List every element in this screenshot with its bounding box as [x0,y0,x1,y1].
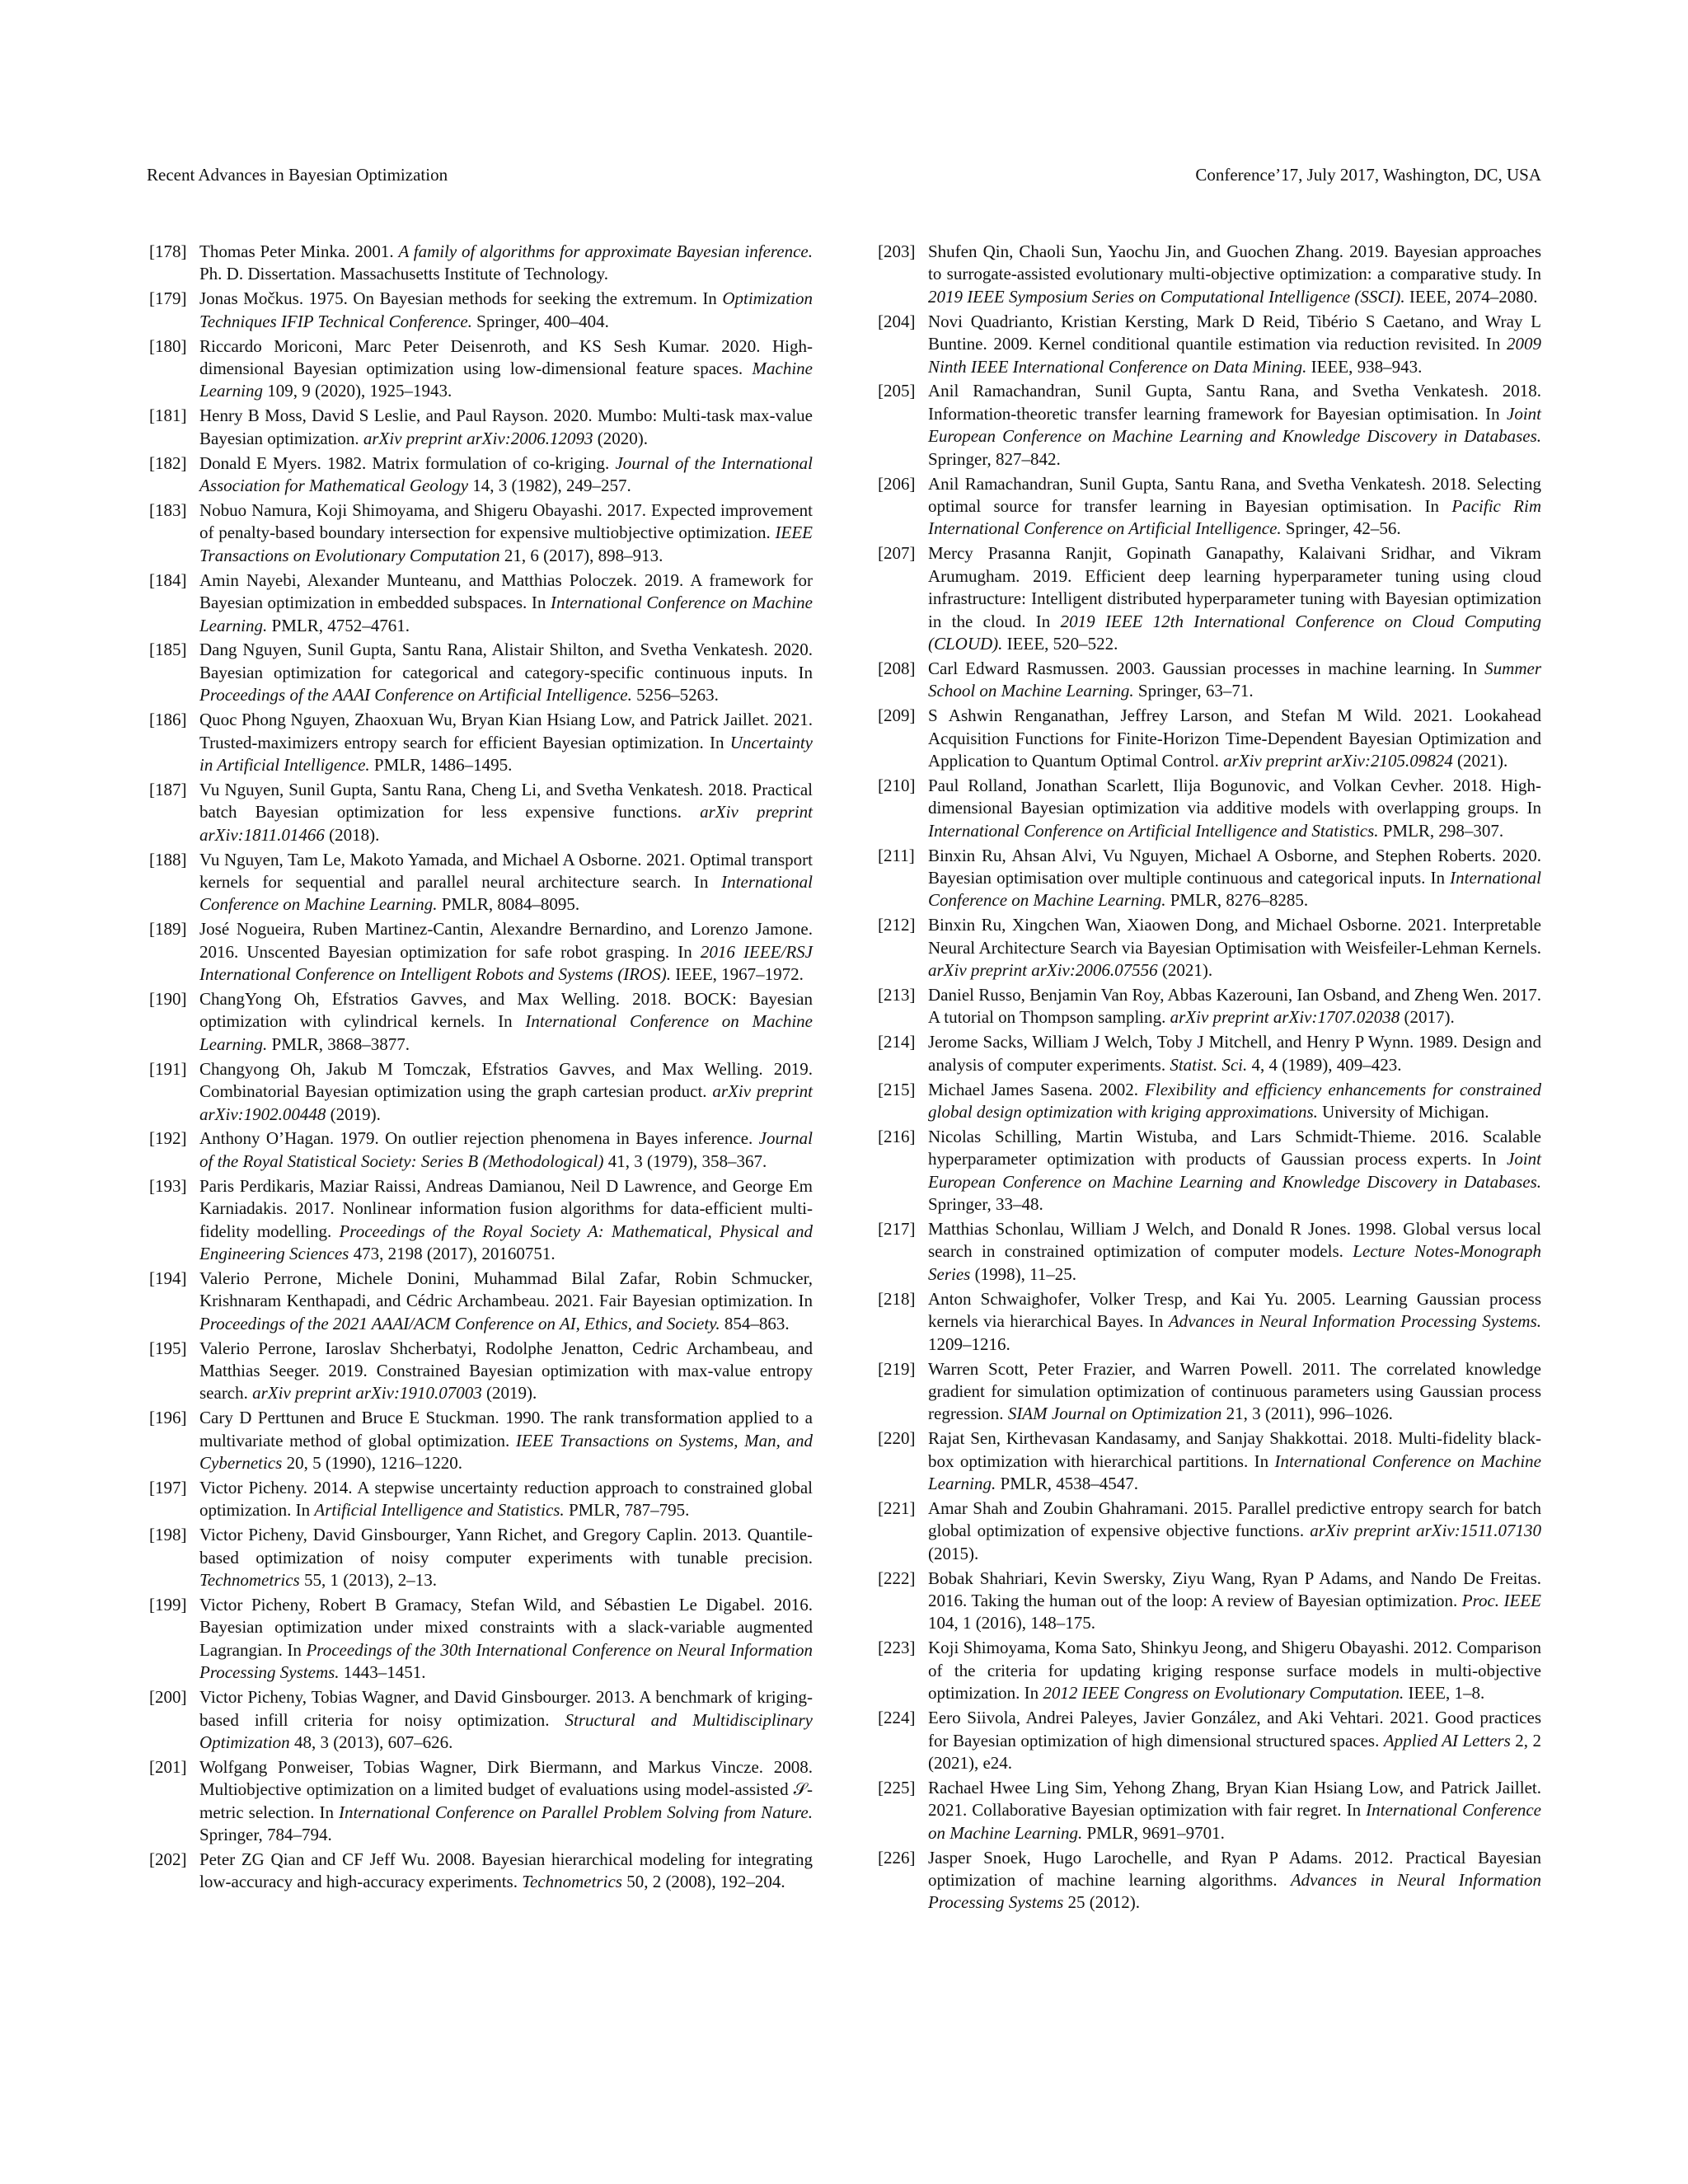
reference-authors-title: Jasper Snoek, Hugo Larochelle, and Ryan P Adams. 2012. Practical Bayesian optimization of machine learning algorithms. [928,1847,1541,1890]
reference-item [875,1568,1541,1635]
reference-details: (2015). [928,1543,979,1563]
reference-item [147,1058,813,1126]
reference-authors-title: Changyong Oh, Jakub M Tomczak, Efstratios Gavves, and Max Welling. 2019. Combinatorial Bayesian optimization using the graph cartesian product. [199,1058,813,1102]
reference-details: 2, 2 (2021), e24. [928,1730,1541,1773]
reference-venue: arXiv preprint arXiv:1811.01466 [199,802,813,845]
reference-item [875,775,1541,842]
reference-venue: arXiv preprint arXiv:2105.09824 [1223,750,1453,771]
reference-details: 1443–1451. [339,1662,426,1683]
reference-item [147,1268,813,1335]
reference-details: PMLR, 8276–8285. [1165,890,1309,911]
reference-venue: International Conference on Machine Learning. [928,867,1541,911]
reference-venue: 2019 IEEE Symposium Series on Computational Intelligence (SSCI). [928,286,1405,307]
reference-number: [219] [878,1358,916,1379]
reference-item [875,984,1541,1029]
reference-number: [194] [149,1268,187,1288]
reference-venue: Lecture Notes-Monograph Series [928,1241,1541,1284]
reference-item [147,569,813,637]
reference-number: [193] [149,1175,187,1196]
reference-authors-title: Paul Rolland, Jonathan Scarlett, Ilija Bogunovic, and Volkan Cevher. 2018. High-dimensional Bayesian optimization via additive models with overlapping groups. In [928,775,1541,818]
reference-authors-title: Jonas Močkus. 1975. On Bayesian methods for seeking the extremum. In [199,288,723,309]
reference-venue: International Conference on Machine Learning. [928,1800,1541,1843]
reference-item [147,499,813,567]
reference-authors-title: Anil Ramachandran, Sunil Gupta, Santu Rana, and Svetha Venkatesh. 2018. Selecting optimal source for transfer learning in Bayesian optimisation. In [928,473,1541,516]
reference-item [875,1497,1541,1565]
reference-details: 5256–5263. [631,685,719,705]
reference-venue: Summer School on Machine Learning. [928,658,1541,701]
reference-number: [216] [878,1126,916,1146]
reference-number: [190] [149,989,187,1009]
reference-authors-title: Quoc Phong Nguyen, Zhaoxuan Wu, Bryan Kian Hsiang Low, and Patrick Jaillet. 2021. Trusted-maximizers entropy search for efficient Bayesian optimization. In [199,710,813,752]
reference-item [147,1686,813,1754]
reference-details: 1209–1216. [928,1333,1010,1354]
reference-authors-title: Paris Perdikaris, Maziar Raissi, Andreas Damianou, Neil D Lawrence, and George Em Karniadakis. 2017. Nonlinear information fusion algorithms for data-efficient multi-fidelity modelling. [199,1175,813,1241]
reference-number: [217] [878,1219,916,1240]
reference-authors-title: S Ashwin Renganathan, Jeffrey Larson, and Stefan M Wild. 2021. Lookahead Acquisition Functions for Finite-Horizon Time-Dependent Bayesian Optimization and Application to Quantum Optimal Control. [928,705,1541,771]
reference-number: [202] [149,1849,187,1870]
reference-details: 50, 2 (2008), 192–204. [621,1872,785,1892]
reference-number: [224] [878,1708,916,1728]
reference-number: [206] [878,473,916,494]
reference-number: [212] [878,915,916,935]
reference-item [147,1477,813,1522]
reference-details: 55, 1 (2013), 2–13. [299,1570,437,1591]
reference-venue: International Conference on Machine Learning. [928,1451,1541,1494]
reference-item [875,1427,1541,1495]
reference-authors-title: Binxin Ru, Xingchen Wan, Xiaowen Dong, and Michael Osborne. 2021. Interpretable Neural Architecture Search via Bayesian Optimisation with Weisfeiler-Lehman Kernels. [928,915,1541,958]
reference-authors-title: Vu Nguyen, Sunil Gupta, Santu Rana, Cheng Li, and Svetha Venkatesh. 2018. Practical batch Bayesian optimization for less expensive functions. [199,779,813,823]
reference-number: [195] [149,1338,187,1358]
reference-number: [197] [149,1478,187,1498]
reference-venue: 2019 IEEE 12th International Conference on Cloud Computing (CLOUD). [928,611,1541,654]
reference-venue: SIAM Journal on Optimization [1007,1404,1222,1424]
reference-number: [191] [149,1058,187,1079]
reference-authors-title: Mercy Prasanna Ranjit, Gopinath Ganapathy, Kalaivani Sridhar, and Vikram Arumugham. 2019. Efficient deep learning hyperparameter tuning using cloud infrastructure: Intelligent distributed hyperparameter tuning with Bayesian optimization in the cloud. In [928,543,1541,631]
reference-authors-title: Victor Picheny, David Ginsbourger, Yann Richet, and Gregory Caplin. 2013. Quantile-based optimization of noisy computer experiments with tunable precision. [199,1525,813,1568]
reference-item [875,1847,1541,1915]
reference-number: [192] [149,1128,187,1149]
reference-authors-title: Anton Schwaighofer, Volker Tresp, and Kai Yu. 2005. Learning Gaussian process kernels via hierarchical Bayes. In [928,1288,1541,1332]
reference-venue: 2009 Ninth IEEE International Conference on Data Mining. [928,334,1541,377]
reference-details: IEEE, 1967–1972. [670,964,804,985]
reference-authors-title: Anil Ramachandran, Sunil Gupta, Santu Rana, and Svetha Venkatesh. 2018. Information-theoretic transfer learning framework for Bayesian optimisation. In [928,381,1541,424]
reference-number: [220] [878,1428,916,1449]
reference-number: [183] [149,499,187,520]
reference-authors-title: Nobuo Namura, Koji Shimoyama, and Shigeru Obayashi. 2017. Expected improvement of penalty-based boundary intersection for expensive multiobjective optimization. [199,499,813,543]
reference-details: (2021). [1452,750,1508,771]
reference-number: [185] [149,640,187,660]
reference-number: [181] [149,405,187,426]
reference-venue: IEEE Transactions on Evolutionary Computation [199,523,813,565]
reference-venue: Applied AI Letters [1383,1730,1511,1750]
reference-number: [178] [149,241,187,261]
reference-venue: International Conference on Parallel Problem Solving from Nature. [339,1802,813,1822]
reference-item [875,705,1541,772]
reference-number: [199] [149,1595,187,1615]
reference-venue: 2016 IEEE/RSJ International Conference on Intelligent Robots and Systems (IROS). [199,941,813,985]
reference-details: IEEE, 1–8. [1404,1683,1485,1704]
reference-venue: International Conference on Machine Learning. [199,593,813,635]
reference-item [147,1338,813,1405]
reference-details: 48, 3 (2013), 607–626. [289,1732,453,1752]
reference-number: [180] [149,335,187,356]
reference-authors-title: Thomas Peter Minka. 2001. [199,241,399,261]
reference-number: [225] [878,1777,916,1797]
reference-number: [223] [878,1638,916,1658]
reference-authors-title: Donald E Myers. 1982. Matrix formulation of co-kriging. [199,452,616,473]
reference-authors-title: Vu Nguyen, Tam Le, Makoto Yamada, and Michael A Osborne. 2021. Optimal transport kernels for sequential and parallel neural architecture search. In [199,849,813,892]
reference-authors-title: Matthias Schonlau, William J Welch, and Donald R Jones. 1998. Global versus local search in constrained optimization of computer models. [928,1219,1541,1262]
reference-details: (2017). [1400,1007,1455,1028]
reference-authors-title: Dang Nguyen, Sunil Gupta, Santu Rana, Alistair Shilton, and Svetha Venkatesh. 2020. Bayesian optimization for categorical and category-specific continuous inputs. In [199,640,813,682]
reference-details: 104, 1 (2016), 148–175. [928,1613,1095,1633]
reference-authors-title: Amin Nayebi, Alexander Munteanu, and Matthias Poloczek. 2019. A framework for Bayesian optimization in embedded subspaces. In [199,569,813,613]
reference-details: Springer, 400–404. [471,311,609,331]
reference-details: PMLR, 4538–4547. [996,1474,1138,1494]
reference-venue: arXiv preprint arXiv:1511.07130 [1310,1521,1541,1541]
reference-item [875,658,1541,703]
reference-authors-title: ChangYong Oh, Efstratios Gavves, and Max Welling. 2018. BOCK: Bayesian optimization with cylindrical kernels. In [199,989,813,1032]
reference-details: 41, 3 (1979), 358–367. [603,1151,767,1171]
reference-authors-title: Nicolas Schilling, Martin Wistuba, and Lars Schmidt-Thieme. 2016. Scalable hyperparameter optimization with products of Gaussian process experts. In [928,1126,1541,1169]
reference-item [875,1707,1541,1774]
reference-venue: Joint European Conference on Machine Learning and Knowledge Discovery in Databases. [928,1149,1541,1192]
reference-details: (2019). [481,1383,537,1404]
reference-details: Springer, 827–842. [928,448,1061,469]
reference-authors-title: Koji Shimoyama, Koma Sato, Shinkyu Jeong, and Shigeru Obayashi. 2012. Comparison of the criteria for updating kriging response surface models in multi-objective optimization. In [928,1638,1541,1704]
reference-details: 20, 5 (1990), 1216–1220. [282,1453,463,1474]
reference-item [875,473,1541,541]
reference-item [875,1288,1541,1356]
reference-venue: International Conference on Machine Learning. [199,1011,813,1054]
reference-item [147,1175,813,1266]
reference-details: 21, 6 (2017), 898–913. [499,545,663,565]
reference-details: Springer, 63–71. [1133,681,1254,701]
reference-details: IEEE, 2074–2080. [1404,286,1538,307]
reference-item [147,1407,813,1474]
reference-venue: Technometrics [199,1570,300,1591]
reference-number: [188] [149,849,187,869]
reference-authors-title: Amar Shah and Zoubin Ghahramani. 2015. Parallel predictive entropy search for batch global optimization of expensive objective functions. [928,1497,1541,1541]
reference-authors-title: Eero Siivola, Andrei Paleyes, Javier González, and Aki Vehtari. 2021. Good practices for Bayesian optimization of high dimensional structured spaces. [928,1708,1541,1750]
reference-item [147,988,813,1056]
reference-item [147,918,813,986]
reference-details: 21, 3 (2011), 996–1026. [1221,1404,1393,1424]
reference-item [875,542,1541,655]
reference-number: [179] [149,288,187,309]
reference-venue: IEEE Transactions on Systems, Man, and Cybernetics [199,1430,813,1474]
reference-number: [215] [878,1079,916,1099]
reference-item [875,1358,1541,1426]
reference-item [147,1756,813,1847]
reference-number: [209] [878,705,916,726]
reference-venue: Structural and Multidisciplinary Optimization [199,1709,813,1752]
reference-venue: Machine Learning [199,359,813,401]
reference-details: 473, 2198 (2017), 20160751. [349,1243,556,1263]
reference-details: (2021). [1157,960,1213,981]
reference-authors-title: Shufen Qin, Chaoli Sun, Yaochu Jin, and Guochen Zhang. 2019. Bayesian approaches to surrogate-assisted evolutionary multi-objective optimization: a comparative study. In [928,241,1541,284]
reference-item [147,335,813,403]
references-left-column [147,241,813,1896]
reference-venue: arXiv preprint arXiv:2006.12093 [363,428,593,448]
reference-venue: arXiv preprint arXiv:1910.07003 [252,1383,482,1404]
reference-details: IEEE, 520–522. [1002,633,1118,654]
reference-details: PMLR, 787–795. [564,1500,690,1521]
reference-authors-title: Binxin Ru, Ahsan Alvi, Vu Nguyen, Michael A Osborne, and Stephen Roberts. 2020. Bayesian optimisation over multiple continuous and categorical inputs. In [928,845,1541,888]
reference-venue: Joint European Conference on Machine Learning and Knowledge Discovery in Databases. [928,403,1541,447]
reference-details: PMLR, 298–307. [1378,820,1504,841]
header-conference: Conference’17, July 2017, Washington, DC, USA [1195,165,1541,185]
reference-details: (2020). [593,428,648,448]
reference-number: [221] [878,1497,916,1518]
reference-details: Springer, 42–56. [1281,518,1401,539]
reference-item [875,845,1541,912]
reference-details: 109, 9 (2020), 1925–1943. [263,381,452,401]
reference-venue: Advances in Neural Information Processing Systems. [1168,1311,1541,1332]
reference-number: [200] [149,1687,187,1708]
reference-venue: arXiv preprint arXiv:2006.07556 [928,960,1158,981]
reference-authors-title: Carl Edward Rasmussen. 2003. Gaussian processes in machine learning. In [928,658,1485,678]
running-header [147,165,1541,198]
reference-number: [208] [878,658,916,678]
reference-venue: Technometrics [522,1872,622,1892]
reference-details: PMLR, 4752–4761. [267,615,410,635]
header-title: Recent Advances in Bayesian Optimization [147,165,448,185]
reference-venue: Proc. IEEE [1461,1591,1541,1611]
reference-authors-title: Henry B Moss, David S Leslie, and Paul Rayson. 2020. Mumbo: Multi-task max-value Bayesian optimization. [199,405,813,448]
reference-details: PMLR, 8084–8095. [437,894,580,915]
reference-venue: Proceedings of the Royal Society A: Mathematical, Physical and Engineering Sciences [199,1221,814,1263]
reference-venue: A family of algorithms for approximate Bayesian inference. [398,241,813,261]
reference-number: [196] [149,1408,187,1428]
reference-authors-title: Anthony O’Hagan. 1979. On outlier rejection phenomena in Bayes inference. [199,1128,759,1149]
reference-number: [222] [878,1568,916,1588]
reference-venue: Proceedings of the AAAI Conference on Artificial Intelligence. [199,685,632,705]
reference-item [147,241,813,286]
reference-authors-title: Warren Scott, Peter Frazier, and Warren Powell. 2011. The correlated knowledge gradient for simulation optimization of continuous parameters using Gaussian process regression. [928,1358,1541,1424]
reference-number: [203] [878,241,916,261]
reference-number: [198] [149,1525,187,1545]
reference-number: [186] [149,710,187,730]
reference-number: [207] [878,543,916,564]
reference-item [875,1637,1541,1704]
reference-venue: Statist. Sci. [1170,1054,1248,1075]
reference-details: PMLR, 9691–9701. [1082,1822,1225,1843]
reference-authors-title: Michael James Sasena. 2002. [928,1079,1146,1099]
reference-item [147,1524,813,1591]
reference-authors-title: Victor Picheny. 2014. A stepwise uncertainty reduction approach to constrained global optimization. In [199,1478,813,1521]
reference-details: 854–863. [720,1313,790,1333]
reference-item [147,1849,813,1894]
reference-authors-title: Rajat Sen, Kirthevasan Kandasamy, and Sanjay Shakkottai. 2018. Multi-fidelity black-box optimization with hierarchical partitions. In [928,1428,1541,1471]
reference-venue: Advances in Neural Information Processing Systems [928,1869,1541,1913]
reference-number: [213] [878,985,916,1005]
reference-authors-title: Victor Picheny, Robert B Gramacy, Stefan Wild, and Sébastien Le Digabel. 2016. Bayesian optimization under mixed constraints with a slack-variable augmented Lagrangian. In [199,1595,813,1660]
reference-venue: Journal of the International Association for Mathematical Geology [199,452,813,496]
reference-item [875,241,1541,308]
reference-details: Springer, 784–794. [199,1825,332,1845]
reference-number: [214] [878,1032,916,1052]
reference-venue: International Conference on Machine Learning. [199,871,813,915]
reference-number: [218] [878,1288,916,1309]
reference-details: 25 (2012). [1063,1892,1141,1913]
reference-venue: Artificial Intelligence and Statistics. [314,1500,565,1521]
reference-number: [204] [878,311,916,331]
reference-number: [205] [878,381,916,401]
reference-details: 14, 3 (1982), 249–257. [468,476,631,496]
reference-number: [226] [878,1847,916,1868]
reference-item [875,1777,1541,1844]
reference-venue: arXiv preprint arXiv:1707.02038 [1170,1007,1400,1028]
reference-authors-title: José Nogueira, Ruben Martinez-Cantin, Alexandre Bernardino, and Lorenzo Jamone. 2016. Unscented Bayesian optimization for safe robot grasping. In [199,919,813,962]
reference-venue: Proceedings of the 2021 AAAI/ACM Conference on AI, Ethics, and Society. [199,1313,720,1333]
reference-details: Ph. D. Dissertation. Massachusetts Institute of Technology. [199,264,609,284]
reference-authors-title: Bobak Shahriari, Kevin Swersky, Ziyu Wang, Ryan P Adams, and Nando De Freitas. 2016. Taking the human out of the loop: A review of Bayesian optimization. [928,1568,1541,1611]
reference-item [875,380,1541,471]
reference-authors-title: Valerio Perrone, Iaroslav Shcherbatyi, Rodolphe Jenatton, Cedric Archambeau, and Matthias Seeger. 2019. Constrained Bayesian optimization with max-value entropy search. [199,1338,813,1404]
reference-details: PMLR, 1486–1495. [369,754,513,775]
reference-authors-title: Peter ZG Qian and CF Jeff Wu. 2008. Bayesian hierarchical modeling for integrating low-accuracy and high-accuracy experiments. [199,1849,813,1892]
reference-number: [184] [149,569,187,590]
reference-number: [182] [149,452,187,473]
reference-item [147,709,813,776]
reference-authors-title: Wolfgang Ponweiser, Tobias Wagner, Dirk Biermann, and Markus Vincze. 2008. Multiobjective optimization on a limited budget of evaluations using model-assisted 𝒮-metric selection. In [199,1756,813,1822]
reference-authors-title: Cary D Perttunen and Bruce E Stuckman. 1990. The rank transformation applied to a multivariate method of global optimization. [199,1408,813,1451]
reference-venue: Proceedings of the 30th International Conference on Neural Information Processing Systems. [199,1639,813,1683]
reference-item [147,639,813,706]
reference-venue: Flexibility and efficiency enhancements for constrained global design optimization with kriging approximations. [928,1079,1541,1122]
reference-item [875,914,1541,982]
reference-authors-title: Daniel Russo, Benjamin Van Roy, Abbas Kazerouni, Ian Osband, and Zheng Wen. 2017. A tutorial on Thompson sampling. [928,985,1541,1028]
reference-venue: Journal of the Royal Statistical Society: Series B (Methodological) [199,1128,813,1171]
reference-number: [187] [149,779,187,799]
reference-item [147,288,813,333]
reference-details: (2018). [324,824,380,845]
reference-venue: International Conference on Artificial Intelligence and Statistics. [928,820,1379,841]
reference-venue: Optimization Techniques IFIP Technical Conference. [199,288,813,331]
reference-item [147,849,813,916]
reference-number: [201] [149,1756,187,1777]
reference-number: [211] [878,845,915,865]
reference-details: Springer, 33–48. [928,1194,1043,1215]
reference-venue: 2012 IEEE Congress on Evolutionary Computation. [1043,1683,1404,1704]
reference-item [147,452,813,498]
reference-authors-title: Jerome Sacks, William J Welch, Toby J Mitchell, and Henry P Wynn. 1989. Design and analysis of computer experiments. [928,1032,1541,1075]
reference-item [147,1127,813,1173]
reference-item [147,405,813,450]
reference-details: (1998), 11–25. [970,1263,1077,1284]
reference-authors-title: Valerio Perrone, Michele Donini, Muhammad Bilal Zafar, Robin Schmucker, Krishnaram Kenthapadi, and Cédric Archambeau. 2021. Fair Bayesian optimization. In [199,1268,813,1311]
reference-venue: Uncertainty in Artificial Intelligence. [199,732,813,775]
reference-number: [189] [149,919,187,940]
reference-item [875,1079,1541,1124]
reference-authors-title: Rachael Hwee Ling Sim, Yehong Zhang, Bryan Kian Hsiang Low, and Patrick Jaillet. 2021. Collaborative Bayesian optimization with fair regret. In [928,1777,1541,1821]
reference-item [875,311,1541,378]
reference-details: PMLR, 3868–3877. [267,1033,410,1054]
reference-details: University of Michigan. [1317,1102,1489,1122]
reference-authors-title: Novi Quadrianto, Kristian Kersting, Mark D Reid, Tibério S Caetano, and Wray L Buntine. 2009. Kernel conditional quantile estimation via reduction revisited. In [928,311,1541,354]
reference-item [875,1218,1541,1286]
reference-item [875,1126,1541,1216]
reference-venue: Pacific Rim International Conference on Artificial Intelligence. [928,495,1542,539]
reference-authors-title: Victor Picheny, Tobias Wagner, and David Ginsbourger. 2013. A benchmark of kriging-based infill criteria for noisy optimization. [199,1687,813,1730]
reference-details: IEEE, 938–943. [1306,356,1423,377]
reference-details: (2019). [326,1104,381,1124]
reference-number: [210] [878,775,916,795]
reference-item [147,779,813,846]
reference-authors-title: Riccardo Moriconi, Marc Peter Deisenroth, and KS Sesh Kumar. 2020. High-dimensional Bayesian optimization using low-dimensional feature spaces. [199,335,813,379]
references-right-column [875,241,1541,1916]
reference-item [147,1594,813,1685]
reference-item [875,1031,1541,1076]
reference-venue: arXiv preprint arXiv:1902.00448 [199,1081,813,1124]
reference-details: 4, 4 (1989), 409–423. [1247,1054,1402,1075]
